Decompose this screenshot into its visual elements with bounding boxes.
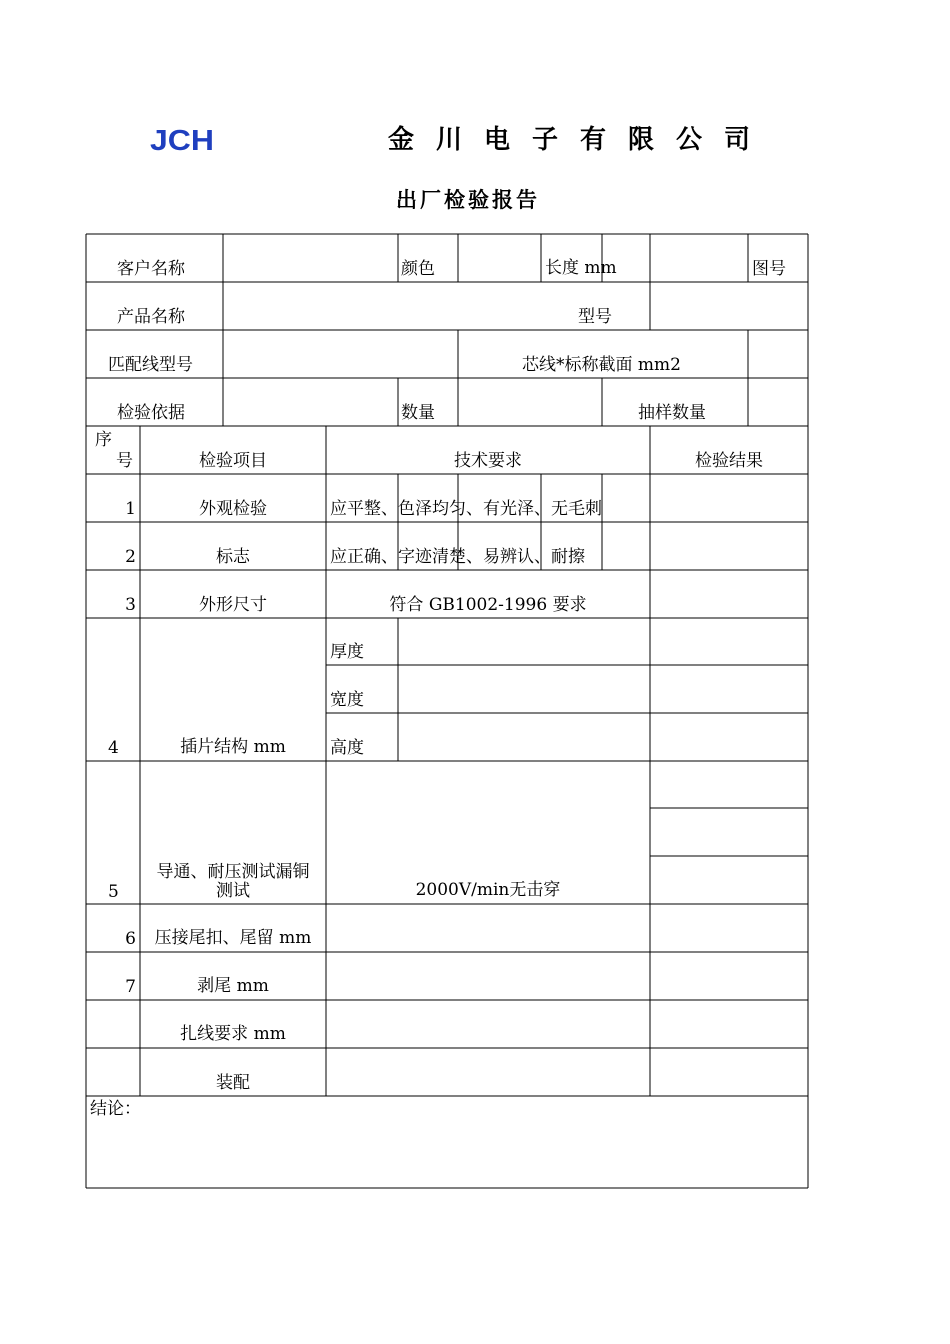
row-4-sub-width: 宽度 (330, 690, 364, 710)
quantity-label: 数量 (401, 403, 435, 423)
svg-text:JCH: JCH (150, 125, 214, 154)
report-title: 出厂检验报告 (396, 188, 540, 212)
row-4-sub-height: 高度 (330, 738, 364, 758)
row-8-item: 扎线要求 mm (180, 1024, 286, 1044)
row-5-requirement: 2000V/min无击穿 (415, 880, 561, 900)
column-item-label: 检验项目 (199, 451, 267, 471)
product-name-label: 产品名称 (117, 307, 185, 327)
inspection-basis-label: 检验依据 (117, 403, 185, 423)
row-1-item: 外观检验 (199, 499, 267, 519)
row-1-no: 1 (125, 499, 136, 519)
column-result-label: 检验结果 (695, 451, 763, 471)
core-section-label: 芯线*标称截面 mm2 (522, 355, 681, 375)
row-6-no: 6 (125, 929, 136, 949)
row-3-requirement: 符合 GB1002-1996 要求 (389, 595, 587, 615)
wire-model-label: 匹配线型号 (108, 355, 193, 375)
row-5-item-line-2: 测试 (216, 881, 250, 901)
row-3-no: 3 (125, 595, 136, 615)
column-no-label-2: 号 (116, 451, 133, 471)
sample-quantity-label: 抽样数量 (638, 403, 706, 423)
length-label: 长度 mm (545, 258, 617, 278)
column-requirement-label: 技术要求 (454, 451, 522, 471)
row-2-item: 标志 (216, 547, 250, 567)
row-4-sub-thickness: 厚度 (330, 642, 364, 662)
company-name: 金川电子有限公司 (388, 125, 773, 155)
drawing-number-label: 图号 (752, 259, 786, 279)
row-2-no: 2 (125, 547, 136, 567)
column-no-label-1: 序 (95, 430, 112, 450)
conclusion-label: 结论： (90, 1099, 141, 1119)
color-label: 颜色 (401, 259, 435, 279)
row-5-no: 5 (108, 882, 119, 902)
row-7-item: 剥尾 mm (197, 976, 269, 996)
customer-name-label: 客户名称 (117, 259, 185, 279)
row-2-requirement: 应正确、字迹清楚、易辨认、耐擦 (330, 547, 585, 567)
row-7-no: 7 (125, 977, 136, 997)
model-label: 型号 (578, 307, 612, 327)
row-4-item: 插片结构 mm (180, 737, 286, 757)
row-9-item: 装配 (216, 1073, 250, 1093)
row-3-item: 外形尺寸 (199, 595, 267, 615)
row-6-item: 压接尾扣、尾留 mm (154, 928, 312, 948)
row-1-requirement: 应平整、色泽均匀、有光泽、无毛刺 (330, 499, 602, 519)
row-5-item-line-1: 导通、耐压测试漏铜 (156, 862, 310, 882)
row-4-no: 4 (108, 738, 119, 758)
